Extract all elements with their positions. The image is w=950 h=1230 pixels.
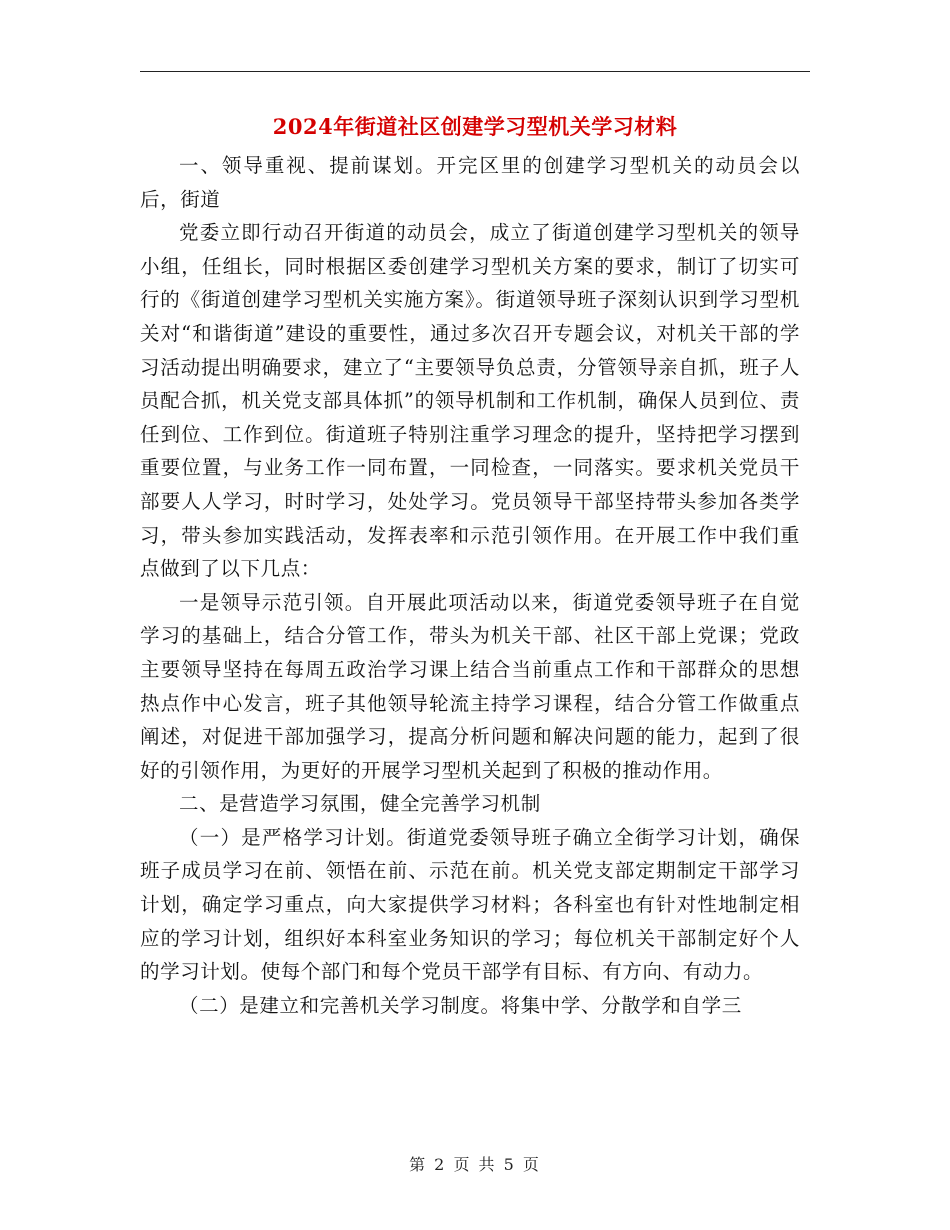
- paragraph-5: （一）是严格学习计划。街道党委领导班子确立全街学习计划，确保班子成员学习在前、领悟在前、示范在前。机关党支部定期制定干部学习计划，确定学习重点，向大家提供学习材料；各科室也有针对性地制定相应的学习计划，组织好本科室业务知识的学习；每位机关干部制定好个人的学习计划。使每个部门和每个党员干部学有目标、有方向、有动力。: [140, 825, 800, 984]
- page-footer: 第 2 页 共 5 页: [409, 1155, 541, 1174]
- document-title: 2024年街道社区创建学习型机关学习材料: [272, 114, 678, 139]
- paragraph-6: （二）是建立和完善机关学习制度。将集中学、分散学和自学三: [179, 993, 742, 1017]
- header-rule: [140, 71, 810, 72]
- paragraph-1: 一、领导重视、提前谋划。开完区里的创建学习型机关的动员会以后，街道: [140, 154, 800, 211]
- paragraph-2: 党委立即行动召开街道的动员会，成立了街道创建学习型机关的领导小组，任组长，同时根据区委创建学习型机关方案的要求，制订了切实可行的《街道创建学习型机关实施方案》。街道领导班子深刻认识到学习型机关对“和谐街道”建设的重要性，通过多次召开专题会议，对机关干部的学习活动提出明确要求，建立了“主要领导负总责，分管领导亲自抓，班子人员配合抓，机关党支部具体抓”的领导机制和工作机制，确保人员到位、责任到位、工作到位。街道班子特别注重学习理念的提升，坚持把学习摆到重要位置，与业务工作一同布置，一同检查，一同落实。要求机关党员干部要人人学习，时时学习，处处学习。党员领导干部坚持带头参加各类学习，带头参加实践活动，发挥表率和示范引领作用。在开展工作中我们重点做到了以下几点：: [140, 221, 800, 581]
- document-body: [140, 149, 800, 1022]
- paragraph-4: 二、是营造学习氛围，健全完善学习机制: [179, 792, 541, 816]
- paragraph-3: 一是领导示范引领。自开展此项活动以来，街道党委领导班子在自觉学习的基础上，结合分管工作，带头为机关干部、社区干部上党课；党政主要领导坚持在每周五政治学习课上结合当前重点工作和干部群众的思想热点作中心发言，班子其他领导轮流主持学习课程，结合分管工作做重点阐述，对促进干部加强学习，提高分析问题和解决问题的能力，起到了很好的引领作用，为更好的开展学习型机关起到了积极的推动作用。: [140, 590, 800, 782]
